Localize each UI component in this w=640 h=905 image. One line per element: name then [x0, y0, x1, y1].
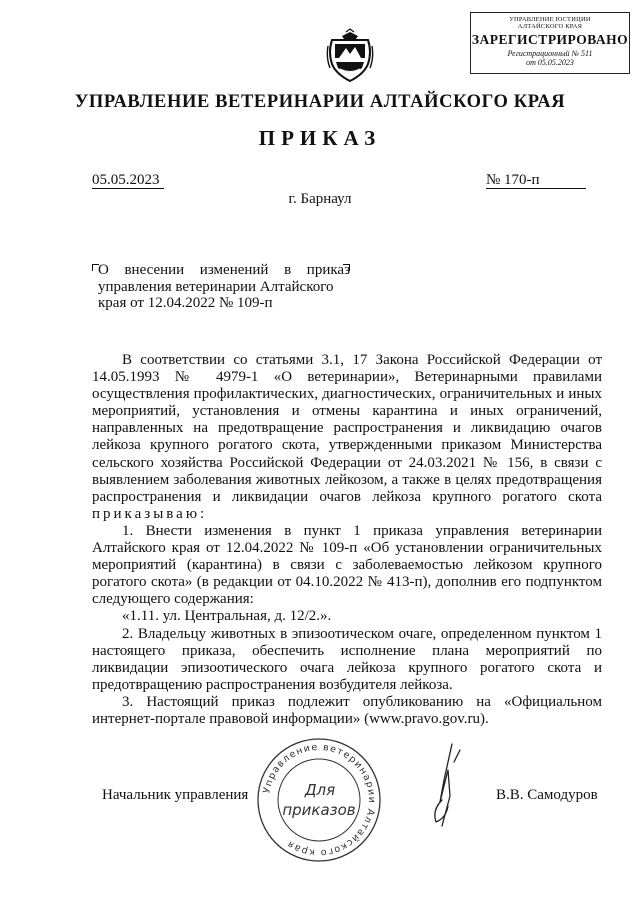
document-date: 05.05.2023	[92, 172, 164, 189]
registration-stamp-date: от 05.05.2023	[526, 58, 574, 67]
body-item-3: 3. Настоящий приказ подлежит опубликованию на «Официальном интернет-портале правовой информации» (www.pravo.gov.ru).	[92, 693, 602, 727]
body-subitem-1-11: «1.11. ул. Центральная, д. 12/2.».	[122, 608, 332, 625]
body-preamble	[92, 352, 602, 523]
organization-title: УПРАВЛЕНИЕ ВЕТЕРИНАРИИ АЛТАЙСКОГО КРАЯ	[74, 92, 566, 112]
handwritten-signature-icon	[422, 740, 470, 828]
document-type: ПРИКАЗ	[258, 126, 382, 150]
body-preamble-text: В соответствии со статьями 3.1, 17 Закона Российской Федерации от 14.05.1993 № 4979-1 «О ветеринарии», Ветеринарными правилами осуществления профилактических, диагностических, ограничительных и иных мероприятий, установления и отмены карантина и иных ограничений, направленных на предотвращение распространения и ликвидацию очагов лейкоза крупного рогатого скота, утвержденными приказом Министерства сельского хозяйства Российской Федерации от 24.03.2021 № 156, в связи с выявлением заболевания животных лейкозом, а также в целях предотвращения распространения и ликвидации очагов лейкоза крупного рогатого скота	[92, 352, 602, 505]
subject-line-1: О внесении изменений в приказ	[98, 262, 350, 278]
signatory-position: Начальник управления	[102, 787, 249, 803]
document-city: г. Барнаул	[288, 191, 352, 207]
registration-stamp-region: АЛТАЙСКОГО КРАЯ	[517, 23, 583, 30]
registration-stamp-number: Регистрационный № 511	[507, 49, 593, 58]
document-body	[92, 352, 602, 728]
seal-center-line-2: приказов	[282, 801, 356, 819]
body-order-word: приказываю:	[92, 505, 208, 522]
document-number: № 170-п	[486, 172, 586, 189]
signatory-name: В.В. Самодуров	[496, 787, 598, 803]
seal-center-line-1: Для	[304, 781, 336, 799]
registration-stamp	[470, 12, 630, 74]
document-subject	[98, 262, 350, 312]
seal-ring-text: Управление ветеринарии Алтайского края	[261, 741, 378, 859]
registration-stamp-status: ЗАРЕГИСТРИРОВАНО	[471, 32, 629, 47]
body-item-2: 2. Владельцу животных в эпизоотическом очаге, определенном пунктом 1 настоящего приказа, обеспечить исполнение плана мероприятий по ликвидации эпизоотического очага лейкоза крупного рогатого скота и предотвращению распространения возбудителя лейкоза.	[92, 625, 602, 693]
registration-stamp-authority: УПРАВЛЕНИЕ ЮСТИЦИИ	[509, 16, 591, 23]
subject-rest: управления ветеринарии Алтайского края от 12.04.2022 № 109-п	[98, 278, 334, 311]
coat-of-arms-icon	[326, 28, 374, 84]
body-item-1: 1. Внести изменения в пункт 1 приказа управления ветеринарии Алтайского края от 12.04.2022 № 109-п «Об установлении ограничительных мероприятий (карантина) в связи с заболеваемостью лейкозом крупного рогатого скота» (в редакции от 04.10.2022 № 413-п), дополнив его подпунктом следующего содержания:	[92, 522, 602, 608]
seal-stamp-icon	[254, 735, 384, 865]
